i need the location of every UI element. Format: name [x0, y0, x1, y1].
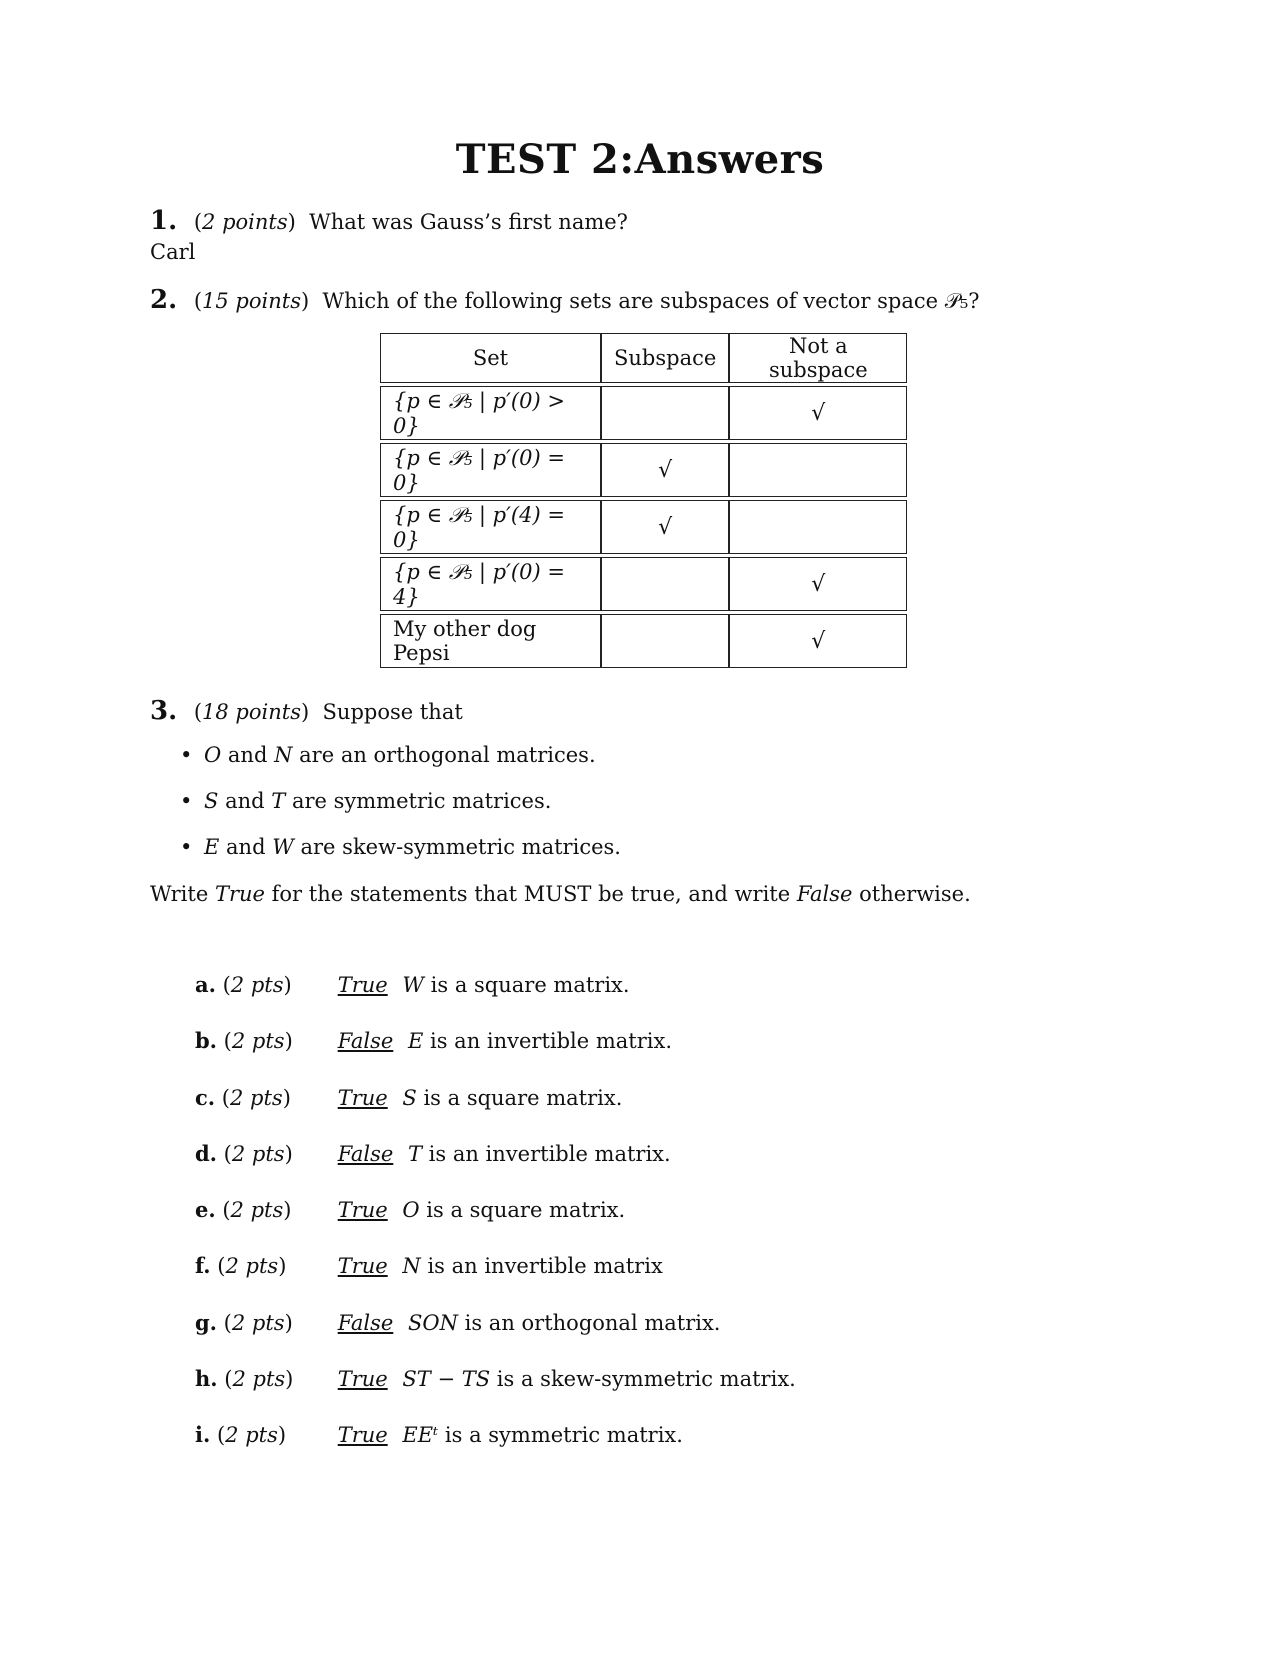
part-text: is a symmetric matrix.	[444, 1423, 683, 1448]
part-label: f.	[195, 1253, 211, 1279]
part-text: is an invertible matrix	[427, 1254, 663, 1279]
not-subspace-mark	[729, 443, 907, 497]
not-subspace-mark	[729, 500, 907, 554]
part-label: g.	[195, 1309, 217, 1335]
table-row	[380, 386, 907, 440]
not-subspace-mark: √	[729, 614, 907, 668]
subspace-mark	[601, 557, 729, 611]
question-3: 3. (18 points) Suppose that	[150, 696, 463, 726]
list-item: i. (2 pts) True EEᵗ is a symmetric matrix.	[195, 1422, 683, 1448]
part-expression: O	[402, 1198, 420, 1223]
table-row	[380, 614, 907, 668]
header-subspace: Subspace	[601, 333, 729, 383]
list-item: • O and N are an orthogonal matrices.	[180, 743, 596, 767]
assumption-list	[180, 740, 621, 878]
matrix-var: O	[204, 743, 222, 767]
part-text: is a square matrix.	[426, 1198, 626, 1223]
list-item: f. (2 pts) True N is an invertible matrix	[195, 1253, 663, 1279]
part-label: b.	[195, 1028, 217, 1054]
table-row	[380, 443, 907, 497]
matrix-var: T	[271, 789, 286, 813]
part-points: 2 pts	[230, 1198, 284, 1223]
part-text: is a square matrix.	[430, 973, 630, 997]
matrix-var: E	[204, 835, 220, 859]
part-label: h.	[195, 1366, 218, 1392]
not-subspace-mark: √	[729, 557, 907, 611]
matrix-var: N	[274, 743, 293, 767]
instruction-part: for the statements that MUST be true, and write	[271, 882, 791, 906]
part-text: is a skew-symmetric matrix.	[496, 1367, 796, 1392]
question-number: 1.	[150, 206, 178, 236]
matrix-var: S	[204, 789, 219, 813]
set-cell: My other dog Pepsi	[380, 614, 601, 668]
table-header-row	[380, 333, 907, 383]
part-text: is an invertible matrix.	[428, 1141, 671, 1166]
instruction-true: True	[214, 882, 265, 906]
part-expression: EEᵗ	[402, 1423, 439, 1448]
part-label: a.	[195, 972, 216, 997]
conjunction: and	[226, 835, 266, 859]
true-false-parts	[195, 970, 796, 1477]
part-expression: N	[402, 1254, 421, 1279]
table-row	[380, 500, 907, 554]
assumption-text: are symmetric matrices.	[291, 789, 552, 813]
verdict: False	[337, 1310, 394, 1335]
verdict: True	[337, 1085, 388, 1110]
subspace-mark	[601, 386, 729, 440]
question-text: Suppose that	[322, 700, 463, 724]
part-points: 2 pts	[231, 1141, 285, 1166]
question-number: 3.	[150, 696, 178, 726]
part-text: is an invertible matrix.	[430, 1029, 673, 1054]
part-expression: W	[402, 973, 424, 997]
page-title: TEST 2:Answers	[455, 136, 825, 183]
list-item: • S and T are symmetric matrices.	[180, 789, 552, 813]
part-points: 2 pts	[225, 1254, 279, 1279]
list-item: b. (2 pts) False E is an invertible matrix.	[195, 1028, 673, 1054]
part-label: i.	[195, 1422, 211, 1448]
part-label: c.	[195, 1084, 216, 1110]
verdict: True	[337, 973, 388, 997]
question-1-answer: Carl	[150, 240, 196, 264]
verdict: True	[337, 1367, 388, 1392]
part-points: 2 pts	[232, 1367, 286, 1392]
conjunction: and	[227, 743, 268, 767]
part-points: 2 pts	[231, 1029, 285, 1054]
list-item: a. (2 pts) True W is a square matrix.	[195, 972, 630, 997]
verdict: False	[337, 1029, 394, 1054]
list-item: • E and W are skew-symmetric matrices.	[180, 835, 621, 859]
subspace-mark: √	[601, 443, 729, 497]
part-text: is a square matrix.	[423, 1085, 623, 1110]
instruction-text	[150, 882, 971, 906]
set-cell: {p ∈ 𝒫₅ | p′(0) = 0}	[380, 443, 601, 497]
verdict: True	[337, 1254, 388, 1279]
not-subspace-mark: √	[729, 386, 907, 440]
assumption-text: are skew-symmetric matrices.	[300, 835, 621, 859]
instruction-part: otherwise.	[859, 882, 971, 906]
part-text: is an orthogonal matrix.	[464, 1310, 721, 1335]
list-item: c. (2 pts) True S is a square matrix.	[195, 1084, 623, 1110]
list-item: g. (2 pts) False SON is an orthogonal matrix.	[195, 1309, 721, 1335]
verdict: True	[337, 1423, 388, 1448]
question-points: 15 points	[202, 289, 301, 313]
subspace-mark: √	[601, 500, 729, 554]
list-item: e. (2 pts) True O is a square matrix.	[195, 1197, 626, 1223]
part-label: d.	[195, 1140, 217, 1166]
question-points: 18 points	[202, 700, 301, 724]
question-points: 2 points	[202, 210, 288, 234]
part-label: e.	[195, 1197, 216, 1223]
list-item: h. (2 pts) True ST − TS is a skew-symmetric matrix.	[195, 1366, 796, 1392]
instruction-part: Write	[150, 882, 209, 906]
question-text: What was Gauss’s first name?	[309, 210, 628, 234]
set-cell: {p ∈ 𝒫₅ | p′(0) > 0}	[380, 386, 601, 440]
list-item: d. (2 pts) False T is an invertible matrix.	[195, 1140, 671, 1166]
question-number: 2.	[150, 285, 178, 315]
verdict: True	[337, 1198, 388, 1223]
question-text: Which of the following sets are subspaces of vector space 𝒫₅?	[322, 289, 980, 313]
part-points: 2 pts	[225, 1423, 278, 1448]
part-points: 2 pts	[231, 1310, 285, 1335]
conjunction: and	[225, 789, 265, 813]
set-cell: {p ∈ 𝒫₅ | p′(0) = 4}	[380, 557, 601, 611]
subspace-mark	[601, 614, 729, 668]
assumption-text: are an orthogonal matrices.	[299, 743, 596, 767]
verdict: False	[337, 1141, 394, 1166]
part-points: 2 pts	[230, 973, 284, 997]
question-2: 2. (15 points) Which of the following sets are subspaces of vector space 𝒫₅?	[150, 285, 980, 315]
part-points: 2 pts	[229, 1085, 283, 1110]
part-expression: T	[407, 1141, 422, 1166]
part-expression: ST − TS	[402, 1367, 491, 1392]
header-set: Set	[380, 333, 601, 383]
table-row	[380, 557, 907, 611]
header-not-subspace: Not a subspace	[729, 333, 907, 383]
question-1: 1. (2 points) What was Gauss’s first name?	[150, 206, 628, 236]
matrix-var: W	[272, 835, 294, 859]
set-cell: {p ∈ 𝒫₅ | p′(4) = 0}	[380, 500, 601, 554]
instruction-false: False	[796, 882, 853, 906]
part-expression: SON	[407, 1310, 458, 1335]
part-expression: S	[402, 1085, 417, 1110]
part-expression: E	[407, 1029, 424, 1054]
subspace-table	[380, 333, 907, 668]
